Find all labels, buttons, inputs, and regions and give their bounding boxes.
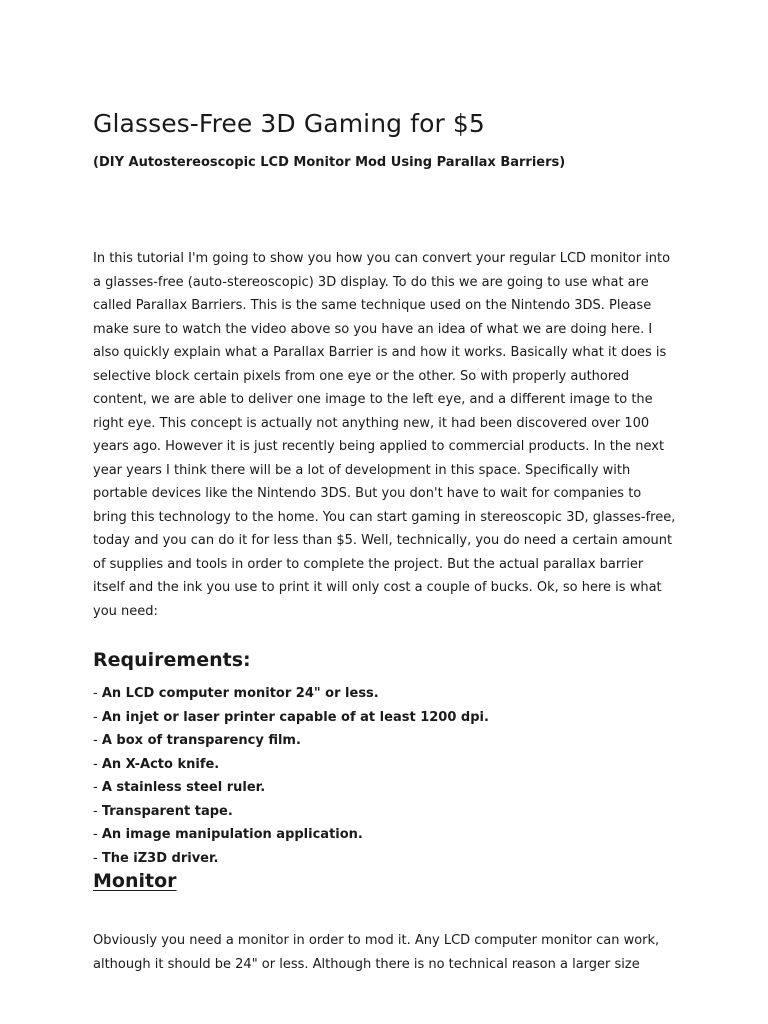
- intro-line: of supplies and tools in order to complete the project. But the actual parallax barrier: [93, 556, 644, 572]
- intro-line: content, we are able to deliver one image to the left eye, and a different image to the: [93, 392, 653, 407]
- requirement-text: Transparent tape.: [101, 803, 233, 819]
- requirement-item: [93, 776, 489, 800]
- requirement-text: An LCD computer monitor 24" or less.: [101, 686, 379, 701]
- intro-line: today and you can do it for less than $5. Well, technically, you do need a certain amount: [93, 533, 673, 548]
- list-dash: -: [93, 709, 102, 725]
- document-subtitle: (DIY Autostereoscopic LCD Monitor Mod Using Parallax Barriers): [93, 155, 566, 170]
- requirement-text: A stainless steel ruler.: [101, 780, 266, 795]
- intro-line: itself and the ink you use to print it will only cost a couple of bucks. Ok, so here is what: [93, 580, 662, 595]
- list-dash: -: [93, 733, 102, 748]
- intro-line: In this tutorial I'm going to show you how you can convert your regular LCD monitor into: [93, 251, 671, 266]
- list-dash: -: [93, 803, 102, 819]
- requirement-text: A box of transparency film.: [101, 733, 301, 748]
- requirement-item: [93, 729, 489, 753]
- list-dash: -: [93, 686, 102, 701]
- intro-line: make sure to watch the video above so you have an idea of what we are doing here. I: [93, 321, 653, 337]
- monitor-line: although it should be 24" or less. Although there is no technical reason a larger size: [93, 956, 640, 972]
- list-dash: -: [93, 827, 102, 842]
- requirement-text: An injet or laser printer capable of at least 1200 dpi.: [101, 709, 489, 725]
- requirement-text: An X-Acto knife.: [101, 756, 220, 772]
- requirement-item: [93, 706, 489, 730]
- requirement-text: The iZ3D driver.: [101, 850, 219, 866]
- intro-line: selective block certain pixels from one eye or the other. So with properly authored: [93, 368, 630, 384]
- requirement-item: [93, 800, 489, 824]
- intro-line: year years I think there will be a lot of development in this space. Specifically with: [93, 462, 631, 478]
- document-title: Glasses-Free 3D Gaming for $5: [93, 109, 485, 138]
- intro-paragraph: [93, 247, 693, 623]
- intro-line: called Parallax Barriers. This is the same technique used on the Nintendo 3DS. Please: [93, 298, 652, 313]
- intro-line: portable devices like the Nintendo 3DS. But you don't have to wait for companies to: [93, 486, 642, 501]
- list-dash: -: [93, 756, 102, 772]
- requirements-heading: Requirements:: [93, 649, 251, 671]
- monitor-heading: Monitor: [93, 870, 177, 892]
- requirement-item: [93, 847, 489, 871]
- intro-line: bring this technology to the home. You can start gaming in stereoscopic 3D, glasses-free,: [93, 509, 676, 525]
- requirement-item: [93, 682, 489, 706]
- monitor-paragraph: [93, 929, 693, 976]
- requirement-item: [93, 753, 489, 777]
- requirements-list: [93, 682, 489, 870]
- intro-line: right eye. This concept is actually not anything new, it had been discovered over 100: [93, 415, 650, 431]
- intro-line: also quickly explain what a Parallax Barrier is and how it works. Basically what it does is: [93, 345, 667, 360]
- intro-line: years ago. However it is just recently being applied to commercial products. In the next: [93, 439, 665, 454]
- requirement-text: An image manipulation application.: [101, 827, 363, 842]
- monitor-line: Obviously you need a monitor in order to mod it. Any LCD computer monitor can work,: [93, 933, 660, 948]
- list-dash: -: [93, 850, 102, 866]
- intro-line: a glasses-free (auto-stereoscopic) 3D display. To do this we are going to use what are: [93, 274, 649, 290]
- intro-line: you need:: [93, 603, 158, 619]
- list-dash: -: [93, 780, 102, 795]
- requirement-item: [93, 823, 489, 847]
